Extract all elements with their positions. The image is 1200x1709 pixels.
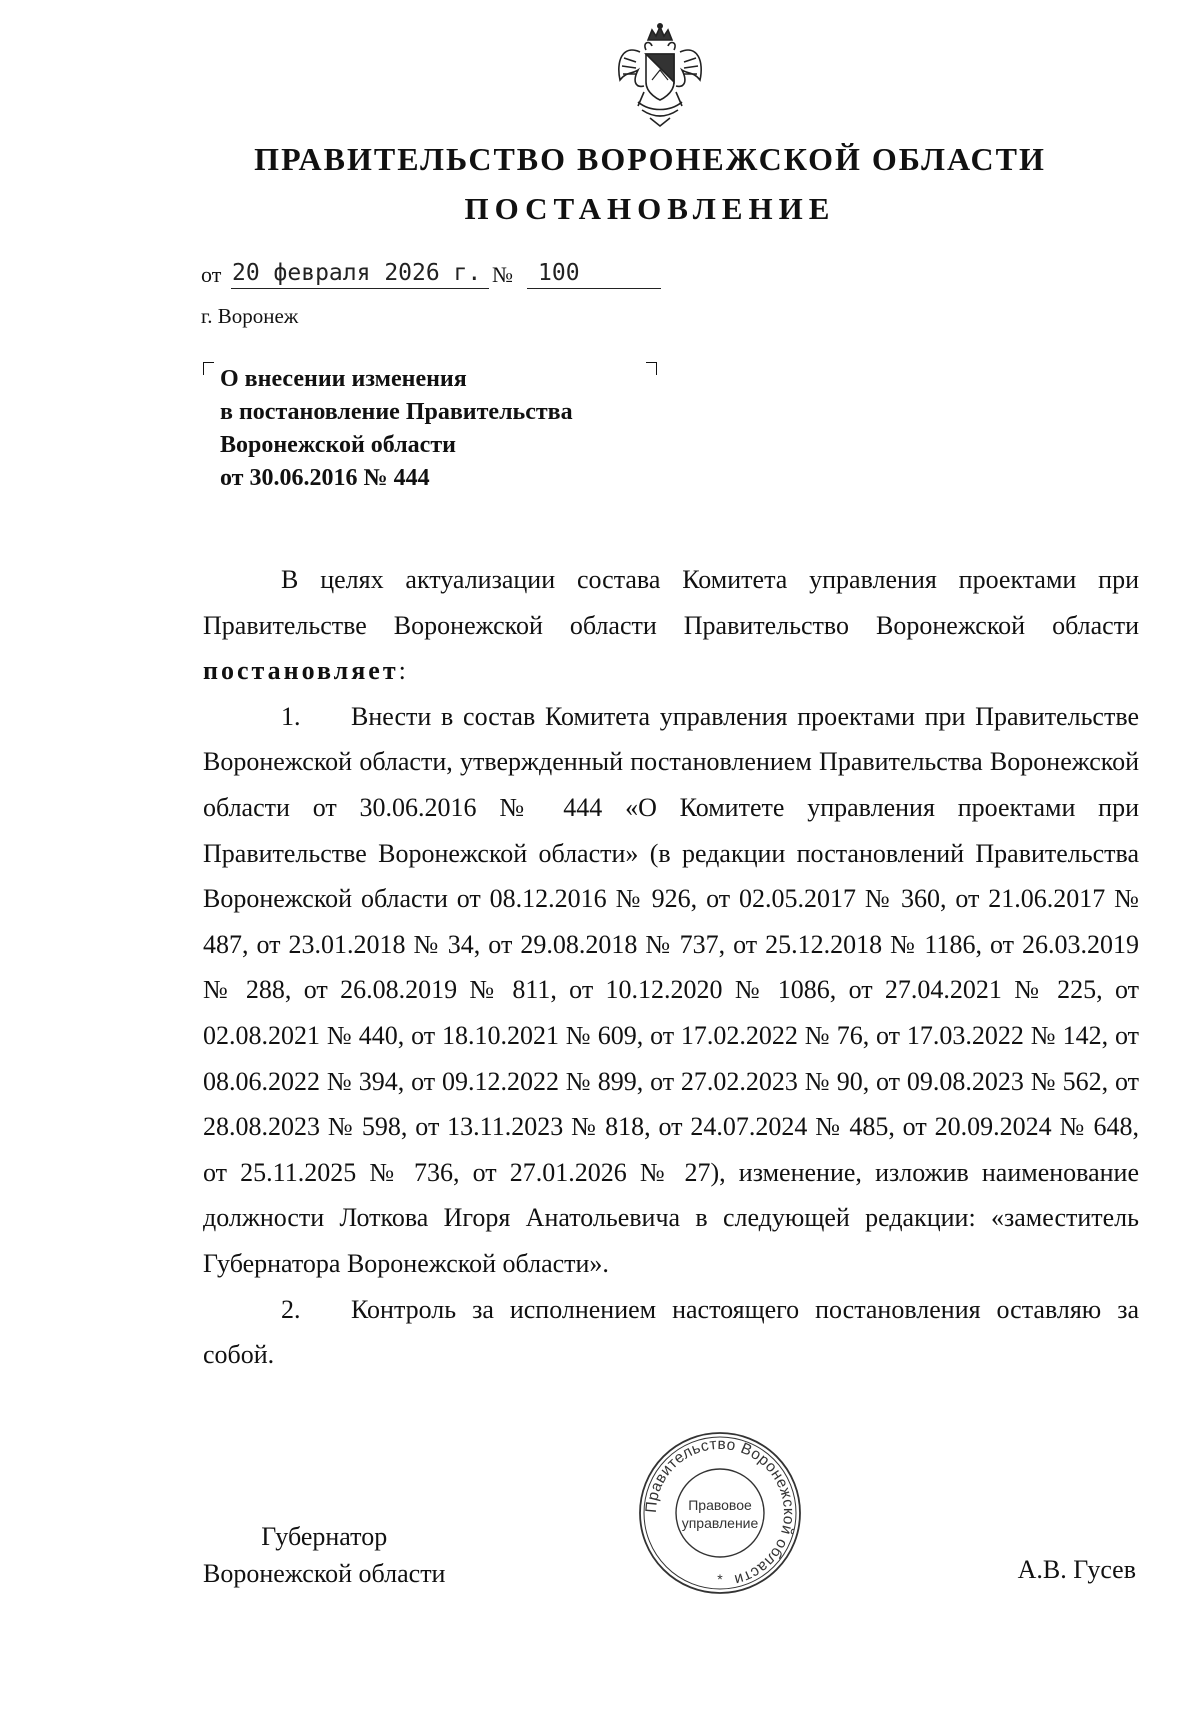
stamp-center-line: Правовое <box>688 1497 752 1513</box>
item-1-paragraph <box>203 694 1139 1287</box>
signatory-name: А.В. Гусев <box>1017 1555 1136 1584</box>
document-subject <box>220 363 573 495</box>
intro-paragraph <box>203 557 1139 694</box>
stamp-center-line: управление <box>681 1515 759 1531</box>
number-underline <box>527 288 661 289</box>
item-1-number: 1. <box>281 701 301 731</box>
organization-title: ПРАВИТЕЛЬСТВО ВОРОНЕЖСКОЙ ОБЛАСТИ <box>254 141 1046 177</box>
stamp-star: * <box>717 1571 723 1587</box>
intro-text: В целях актуализации состава Комитета управления проектами при Правительстве Воронежской области Правительство Воронежской области <box>203 565 1139 640</box>
signatory-position-line: Воронежской области <box>203 1559 446 1588</box>
subject-line: О внесении изменения <box>220 366 467 392</box>
item-2-text: Контроль за исполнением настоящего постановления оставляю за собой. <box>203 1294 1139 1370</box>
number-label: № <box>492 262 513 287</box>
subject-line: Воронежской области <box>220 432 456 458</box>
legal-department-stamp <box>637 1430 803 1596</box>
subject-bracket-left <box>203 362 214 375</box>
date-underline <box>231 288 489 289</box>
stamp-ring-text: Правительство Воронежской области <box>642 1435 798 1589</box>
document-date: 20 февраля 2026 г. <box>232 260 482 286</box>
item-1-text: Внести в состав Комитета управления проектами при Правительстве Воронежской области, утвержденный постановлением Правительства Воронежской области от 30.06.2016 № 444 «О Комитете управления проектами при Правительстве Воронежской области» (в редакции постановлений Правительства Воронежской области от 08.12.2016 № 926, от 02.05.2017 № 360, от 21.06.2017 № 487, от 23.01.2018 № 34, от 29.08.2018 № 737, от 25.12.2018 № 1186, от 26.03.2019 № 288, от 26.08.2019 № 811, от 10.12.2020 № 1086, от 27.04.2021 № 225, от 02.08.2021 № 440, от 18.10.2021 № 609, от 17.02.2022 № 76, от 17.03.2022 № 142, от 08.06.2022 № 394, от 09.12.2022 № 899, от 27.02.2023 № 90, от 09.08.2023 № 562, от 28.08.2023 № 598, от 13.11.2023 № 818, от 24.07.2024 № 485, от 20.09.2024 № 648, от 25.11.2025 № 736, от 27.01.2026 № 27), изменение, изложив наименование должности Лоткова Игоря Анатольевича в следующей редакции: «заместитель Губернатора Воронежской области». <box>203 701 1139 1278</box>
subject-bracket-right <box>646 362 657 375</box>
item-2-number: 2. <box>281 1294 301 1324</box>
document-body <box>203 557 1139 1378</box>
document-date-number-line <box>201 254 671 294</box>
item-2-paragraph <box>203 1287 1139 1378</box>
date-label: от <box>201 262 222 287</box>
subject-line: в постановление Правительства <box>220 399 573 425</box>
signatory-position <box>203 1518 445 1592</box>
document-city: г. Воронеж <box>201 304 299 328</box>
document-type: ПОСТАНОВЛЕНИЕ <box>464 191 836 226</box>
document-number: 100 <box>538 260 580 286</box>
subject-line: от 30.06.2016 № 444 <box>220 465 430 491</box>
signatory-position-line: Губернатор <box>261 1522 388 1551</box>
coat-of-arms-emblem <box>610 22 710 130</box>
decree-word: постановляет <box>203 656 399 686</box>
decree-colon: : <box>398 656 406 686</box>
